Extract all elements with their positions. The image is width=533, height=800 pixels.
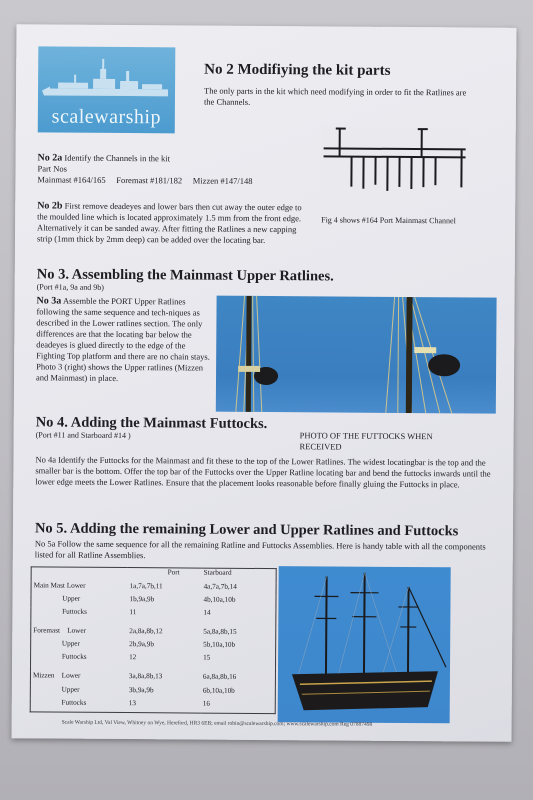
- port-cell: 2b,9a,9b: [129, 640, 154, 649]
- mast-part-cell: Main Mast Lower: [33, 581, 86, 590]
- section-5-title: No 5. Adding the remaining Lower and Upper Ratlines and Futtocks: [34, 520, 459, 540]
- fig4-caption: Fig 4 shows #164 Port Mainmast Channel: [321, 215, 456, 226]
- instruction-sheet: [12, 24, 517, 741]
- starboard-cell: 6b,10a,10b: [202, 686, 235, 695]
- section-2a: [37, 152, 297, 187]
- mast-part-cell: Foremast Lower: [33, 626, 86, 635]
- label-2b: No 2b: [37, 200, 63, 212]
- port-cell: 1a,7a,7b,11: [129, 582, 163, 591]
- section-3a: [36, 295, 213, 384]
- label-3a: No 3a: [36, 295, 62, 307]
- table-row: [30, 698, 275, 714]
- starboard-cell: 15: [203, 653, 211, 663]
- section-2b: [37, 200, 309, 246]
- text-2b: First remove deadeyes and lower bars then cut away the outer edge to the moulded line which is located approximately 1.5 mm from the front edge. Alternatively it can be sanded away. After fitting the Ratlines a new capping strip (1mm thick by 2mm deep) can be added over the locating bar.: [36, 200, 302, 246]
- section-3-sub: (Port #1a, 9a and 9b): [36, 282, 105, 292]
- port-cell: 13: [128, 698, 136, 707]
- starboard-cell: 4b,10a,10b: [203, 595, 236, 604]
- starboard-cell: 14: [203, 608, 211, 617]
- port-cell: 1b,9a,9b: [129, 595, 155, 604]
- label-2a: No 2a: [37, 152, 63, 164]
- starboard-cell: 5a,8a,8b,15: [203, 627, 237, 637]
- section-4-sub: (Port #11 and Starboard #14 ): [35, 430, 131, 441]
- logo-text: scalewarship: [51, 105, 162, 129]
- mast-part-cell: Futtocks: [32, 698, 87, 707]
- port-cell: 12: [129, 653, 137, 662]
- starboard-cell: 6a,8a,8b,16: [202, 673, 237, 682]
- mast-part-cell: Futtocks: [33, 652, 87, 662]
- port-cell: 2a,8a,8b,12: [129, 627, 163, 636]
- section-4-title: No 4. Adding the Mainmast Futtocks.: [35, 414, 268, 433]
- ratline-components-table: [30, 566, 277, 714]
- foremast-parts: Foremast #181/182: [116, 174, 183, 186]
- mast-part-cell: Futtocks: [33, 607, 87, 616]
- section-5a: No 5a Follow the same sequence for all the remaining Ratline and Futtocks Assemblies. Here is handy table with all the components listed for all Ratline Assemblies.: [34, 538, 486, 561]
- mast-part-cell: Upper: [33, 639, 80, 649]
- footer-contact: Scale Warship Ltd, Val View, Whitney on Wye, Hereford, HR3 6EB; email robin@scalewarship.com; www.scalewarship.com Reg 07887498: [61, 719, 373, 728]
- starboard-cell: 5b,10a,10b: [203, 640, 236, 650]
- upper-ratlines-photo: [216, 296, 497, 414]
- mast-part-cell: Upper: [32, 684, 80, 694]
- text-3a: Assemble the PORT Upper Ratlines following the same sequence and tech-niques as described in the Lower ratlines section. The only differences are that the locating bar below the deadeyes is glued directly to the edge of the Fighting Top platform and there are no chain stays. Photo 3 (right) shows the Upper ratlines (Mizzen and Mainmast) in place.: [35, 295, 210, 383]
- header-starboard: Starboard: [203, 568, 232, 577]
- mizzen-parts: Mizzen #147/148: [192, 175, 253, 186]
- starboard-cell: 16: [202, 699, 210, 708]
- section-4a: No 4a Identify the Futtocks for the Mainmast and fit these to the top of the Lower Ratlines. The widest locatingbar is the top and the smaller bar is the bottom. Offer the top bar of the Futtocks over the Upper Ratline locating bar and bend the futtocks inwards until the lower edge meets the Lower Ratlines. Ensure that the placement looks reasonable before finally gluing the Futtocks in place.: [35, 454, 491, 490]
- header-blank: [31, 567, 128, 582]
- starboard-cell: 4a,7a,7b,14: [203, 582, 237, 591]
- port-cell: 3a,8a,8b,13: [128, 672, 163, 681]
- intro-text: The only parts in the kit which need modifying in order to fit the Ratlines are the Channels.: [203, 85, 467, 107]
- part-nos: Part Nos: [37, 163, 68, 174]
- page-title: No 2 Modifiying the kit parts: [204, 61, 391, 79]
- section-3-title: No 3. Assembling the Mainmast Upper Ratlines.: [36, 266, 334, 285]
- header-port: Port: [167, 568, 180, 577]
- scalewarship-logo: [38, 46, 176, 133]
- mainmast-parts: Mainmast #164/165: [37, 174, 106, 185]
- text-2a: Identify the Channels in the kit: [62, 152, 170, 164]
- port-cell: 11: [129, 608, 137, 617]
- mast-part-cell: Mizzen Lower: [32, 671, 81, 681]
- port-cell: 3b,9a,9b: [128, 685, 154, 694]
- model-ship-photo: [278, 566, 451, 723]
- mast-part-cell: Upper: [33, 594, 81, 603]
- futtocks-photo-note: PHOTO OF THE FUTTOCKS WHEN RECEIVED: [299, 430, 433, 452]
- channel-photo: [321, 126, 467, 199]
